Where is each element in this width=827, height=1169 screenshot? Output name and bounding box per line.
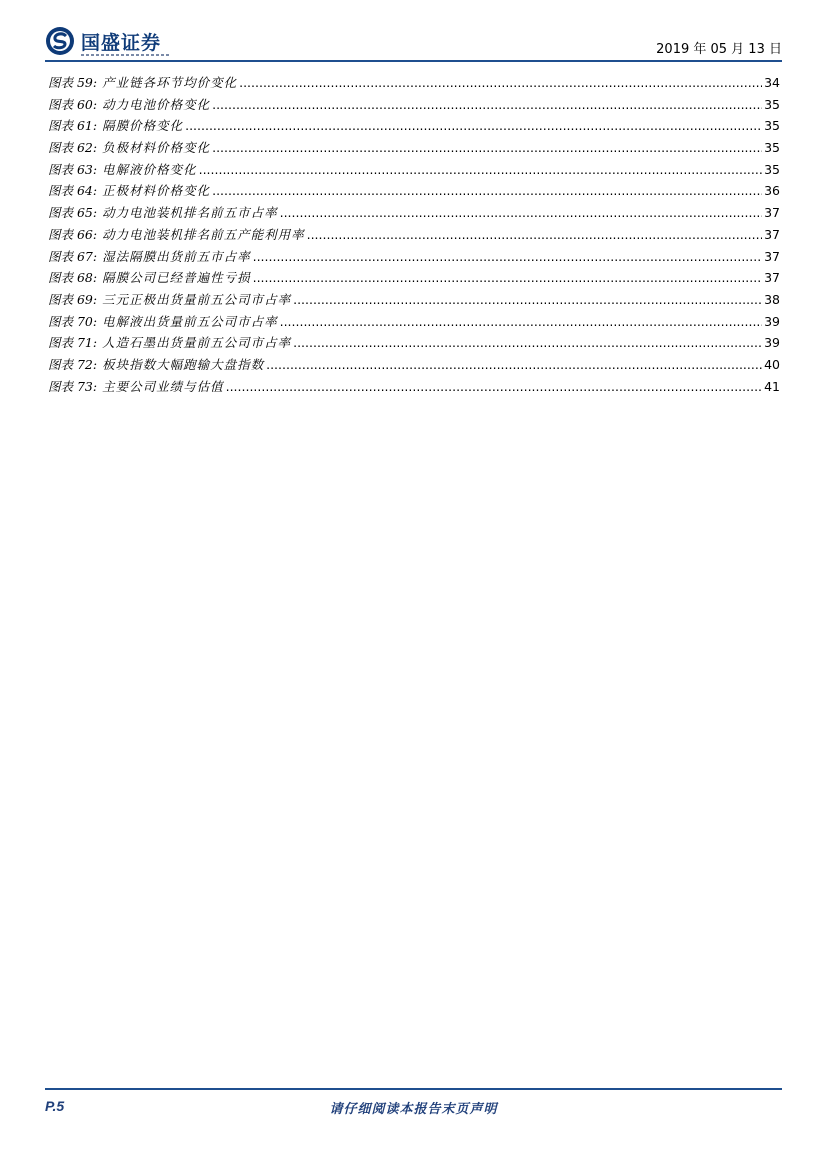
toc-entry-page[interactable]: 39 [764,335,780,351]
toc-dot-leader [239,72,762,94]
toc-entry[interactable] [48,289,780,311]
toc-entry-title[interactable]: 三元正极出货量前五公司市占率 [102,291,292,307]
toc-entry-page[interactable]: 35 [764,161,780,177]
footer-divider [45,1088,782,1090]
toc-entry-page[interactable]: 37 [764,205,780,221]
toc-entry-label: 图表 59: [48,75,98,90]
toc-entry-page[interactable]: 35 [764,118,780,134]
toc-entry-label: 图表 69: [48,291,98,307]
toc-dot-leader [293,332,762,354]
toc-entry-label: 图表 72: [48,356,98,372]
toc-entry-label: 图表 66: [48,226,98,242]
toc-dot-leader [293,289,762,311]
toc-entry-title[interactable]: 隔膜公司已经普遍性亏损 [102,270,251,286]
toc-entry-title[interactable]: 动力电池装机排名前五产能利用率 [102,226,305,242]
page-footer [45,1088,782,1148]
toc-dot-leader [280,202,762,224]
toc-entry-title[interactable]: 主要公司业绩与估值 [102,378,224,394]
toc-dot-leader [212,180,762,202]
toc-entry-label: 图表 60: [48,96,98,112]
toc-entry-page[interactable]: 35 [764,96,780,112]
page-header [45,22,782,62]
company-logo [45,26,161,56]
toc-dot-leader [266,354,762,376]
toc-entry-title[interactable]: 负极材料价格变化 [102,140,211,156]
page-number: P.5 [45,1098,65,1114]
table-of-figures [48,72,780,397]
toc-dot-leader [280,311,762,333]
header-divider [45,60,782,62]
toc-entry-label: 图表 70: [48,313,98,329]
toc-entry-title[interactable]: 动力电池价格变化 [102,96,211,112]
toc-dot-leader [226,376,762,398]
toc-entry[interactable] [48,180,780,202]
toc-entry[interactable] [48,115,780,137]
toc-entry[interactable] [48,246,780,268]
toc-entry[interactable] [48,159,780,181]
toc-dot-leader [212,137,762,159]
toc-entry-label: 图表 67: [48,248,98,264]
toc-entry-title[interactable]: 湿法隔膜出货前五市占率 [102,248,251,264]
toc-entry-label: 图表 73: [48,378,98,394]
toc-dot-leader [185,115,762,137]
report-date: 2019 年 05 月 13 日 [656,42,782,57]
toc-entry-page[interactable]: 37 [764,248,780,264]
toc-entry[interactable] [48,94,780,116]
toc-dot-leader [307,224,762,246]
toc-entry[interactable] [48,137,780,159]
toc-entry[interactable] [48,72,780,94]
toc-entry-title[interactable]: 电解液价格变化 [102,161,197,177]
toc-entry-page[interactable]: 39 [764,313,780,329]
toc-entry-page[interactable]: 37 [764,270,780,286]
toc-entry-label: 图表 62: [48,140,98,156]
toc-dot-leader [253,267,762,289]
disclaimer-text: 请仔细阅读本报告末页声明 [329,1102,498,1117]
toc-entry-title[interactable]: 板块指数大幅跑输大盘指数 [102,356,265,372]
toc-entry-title[interactable]: 隔膜价格变化 [102,118,184,134]
toc-entry[interactable] [48,354,780,376]
toc-entry[interactable] [48,202,780,224]
toc-dot-leader [199,159,762,181]
logo-text: 国盛证券 [81,31,162,54]
logo-subtitle-decoration [81,54,171,56]
toc-entry-label: 图表 68: [48,270,98,286]
toc-entry-label: 图表 63: [48,161,98,177]
toc-entry[interactable] [48,267,780,289]
toc-entry-page[interactable]: 35 [764,140,780,156]
toc-entry[interactable] [48,376,780,398]
toc-entry-label: 图表 65: [48,205,98,221]
toc-entry-title[interactable]: 正极材料价格变化 [102,183,211,199]
toc-entry-title[interactable]: 人造石墨出货量前五公司市占率 [102,335,292,351]
toc-entry[interactable] [48,332,780,354]
toc-dot-leader [253,246,762,268]
toc-entry-title[interactable]: 动力电池装机排名前五市占率 [102,205,278,221]
toc-entry-page[interactable]: 38 [764,291,780,307]
toc-dot-leader [212,94,762,116]
toc-entry-page[interactable]: 34 [764,75,780,90]
toc-entry-label: 图表 64: [48,183,98,199]
toc-entry[interactable] [48,311,780,333]
toc-entry-page[interactable]: 36 [764,183,780,199]
toc-entry-page[interactable]: 40 [764,356,780,372]
toc-entry-page[interactable]: 37 [764,226,780,242]
toc-entry-title[interactable]: 产业链各环节均价变化 [102,75,238,90]
toc-entry[interactable] [48,224,780,246]
toc-entry-label: 图表 71: [48,335,98,351]
logo-mark-icon [45,26,75,56]
toc-entry-label: 图表 61: [48,118,98,134]
toc-entry-title[interactable]: 电解液出货量前五公司市占率 [102,313,278,329]
toc-entry-page[interactable]: 41 [764,378,780,394]
